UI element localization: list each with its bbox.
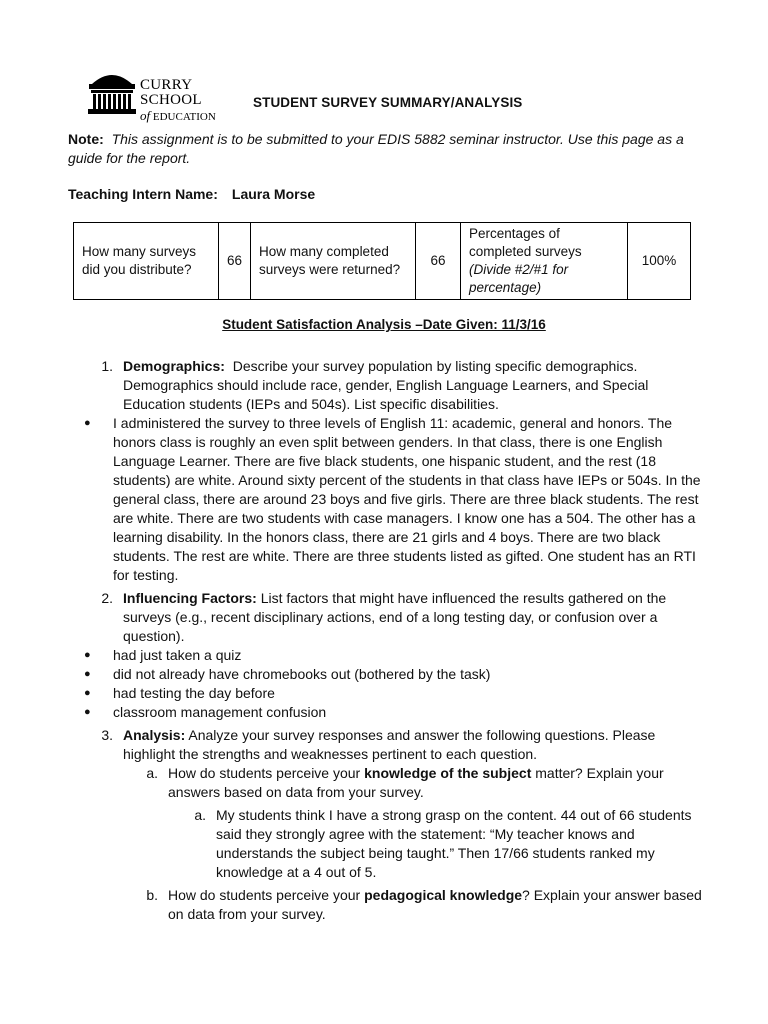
question-a-pre: How do students perceive your (168, 765, 365, 781)
demographics-prompt: Describe your survey population by listing specific demographics. Demographics should include race, gender, English Language Learners, and Special Education students (IEPs and 504s). List specific disabilities. (123, 358, 649, 412)
note-text: This assignment is to be submitted to your EDIS 5882 seminar instructor. Use this page as a guide for the report. (68, 131, 684, 166)
analysis-prompt: Analyze your survey responses and answer the following questions. Please highlight the strengths and weaknesses pertinent to each question. (123, 727, 656, 762)
q1-cell: How many surveys did you distribute? (74, 223, 219, 300)
list-item (68, 414, 708, 585)
v1-cell: 66 (219, 223, 251, 300)
document-title: STUDENT SURVEY SUMMARY/ANALYSIS (253, 95, 523, 110)
question-a-post: matter? Explain your answers based on data from your survey. (168, 765, 664, 800)
logo-line-1: CURRY SCHOOL (140, 77, 202, 108)
note-label: Note: (68, 131, 104, 147)
bullet-icon: ● (84, 417, 91, 429)
list-item (68, 589, 708, 646)
item-number: 3. (101, 727, 113, 743)
rotunda-icon (86, 64, 138, 116)
list-item (68, 665, 708, 684)
question-a-answer: My students think I have a strong grasp on the content. 44 out of 66 students said they strongly agree with the statement: “My teacher knows and understands the subject being taught.” Then 17/66 students ranked my knowledge at a 4 out of 5. (216, 807, 692, 880)
factor-item: classroom management confusion (113, 704, 327, 720)
document-body (68, 357, 708, 924)
q3-cell (461, 223, 628, 300)
analysis-label: Analysis: (123, 727, 186, 743)
q3-text: Percentages of completed surveys (469, 226, 582, 259)
item-letter: b. (146, 887, 158, 903)
intern-name-line (68, 186, 315, 202)
item-number: 2. (101, 590, 113, 606)
bullet-icon: ● (84, 687, 91, 699)
question-a-bold: knowledge of the subject (364, 765, 532, 781)
item-number: 1. (101, 358, 113, 374)
factor-item: did not already have chromebooks out (bothered by the task) (113, 666, 491, 682)
q2-cell: How many completed surveys were returned? (251, 223, 416, 300)
question-b-pre: How do students perceive your (168, 887, 365, 903)
influencing-label: Influencing Factors: (123, 590, 257, 606)
table-row (74, 223, 691, 300)
item-letter: a. (146, 765, 158, 781)
demographics-answer: I administered the survey to three levels of English 11: academic, general and honors. The honors class is roughly an even split between genders. In that class, there is one English Language Learner. There are five black students, one hispanic student, and the rest (18 students) are white. Around sixty percent of the students in that class have IEPs or 504s. In the general class, there are around 23 boys and five girls. There are three black students. The rest are white. There are two students with case managers. I know one has a 504. The other has a learning disability. In the honors class, there are 21 girls and 4 boys. There are two black students. The rest are white. There are three students listed as gifted. One student has an RTI for testing. (113, 415, 701, 583)
logo-education: EDUCATION (152, 111, 216, 123)
list-item (68, 806, 708, 882)
item-letter: a. (194, 807, 206, 823)
logo-of: of (140, 108, 151, 123)
list-item (68, 886, 708, 924)
question-b-post: ? Explain your answer based on data from your survey. (168, 887, 702, 922)
list-item (68, 646, 708, 665)
factor-item: had testing the day before (113, 685, 275, 701)
bullet-icon: ● (84, 706, 91, 718)
note-paragraph (68, 130, 708, 168)
bullet-icon: ● (84, 649, 91, 661)
list-item (68, 357, 708, 414)
influencing-prompt: List factors that might have influenced the results gathered on the surveys (e.g., recent disciplinary actions, end of a long testing day, or confusion over a question). (123, 590, 667, 644)
demographics-label: Demographics: (123, 358, 225, 374)
section-title: Student Satisfaction Analysis –Date Given: 11/3/16 (222, 317, 546, 332)
list-item (68, 726, 708, 764)
list-item (68, 684, 708, 703)
bullet-icon: ● (84, 668, 91, 680)
v3-cell: 100% (628, 223, 691, 300)
factor-item: had just taken a quiz (113, 647, 242, 663)
v2-cell: 66 (416, 223, 461, 300)
survey-count-table (73, 222, 691, 300)
intern-value: Laura Morse (231, 186, 316, 202)
curry-school-logo (82, 58, 240, 122)
question-b-bold: pedagogical knowledge (364, 887, 523, 903)
q3-hint: (Divide #2/#1 for percentage) (469, 262, 569, 295)
intern-label: Teaching Intern Name: (68, 186, 218, 202)
list-item (68, 764, 708, 802)
list-item (68, 703, 708, 722)
logo-line-2 (140, 108, 240, 125)
